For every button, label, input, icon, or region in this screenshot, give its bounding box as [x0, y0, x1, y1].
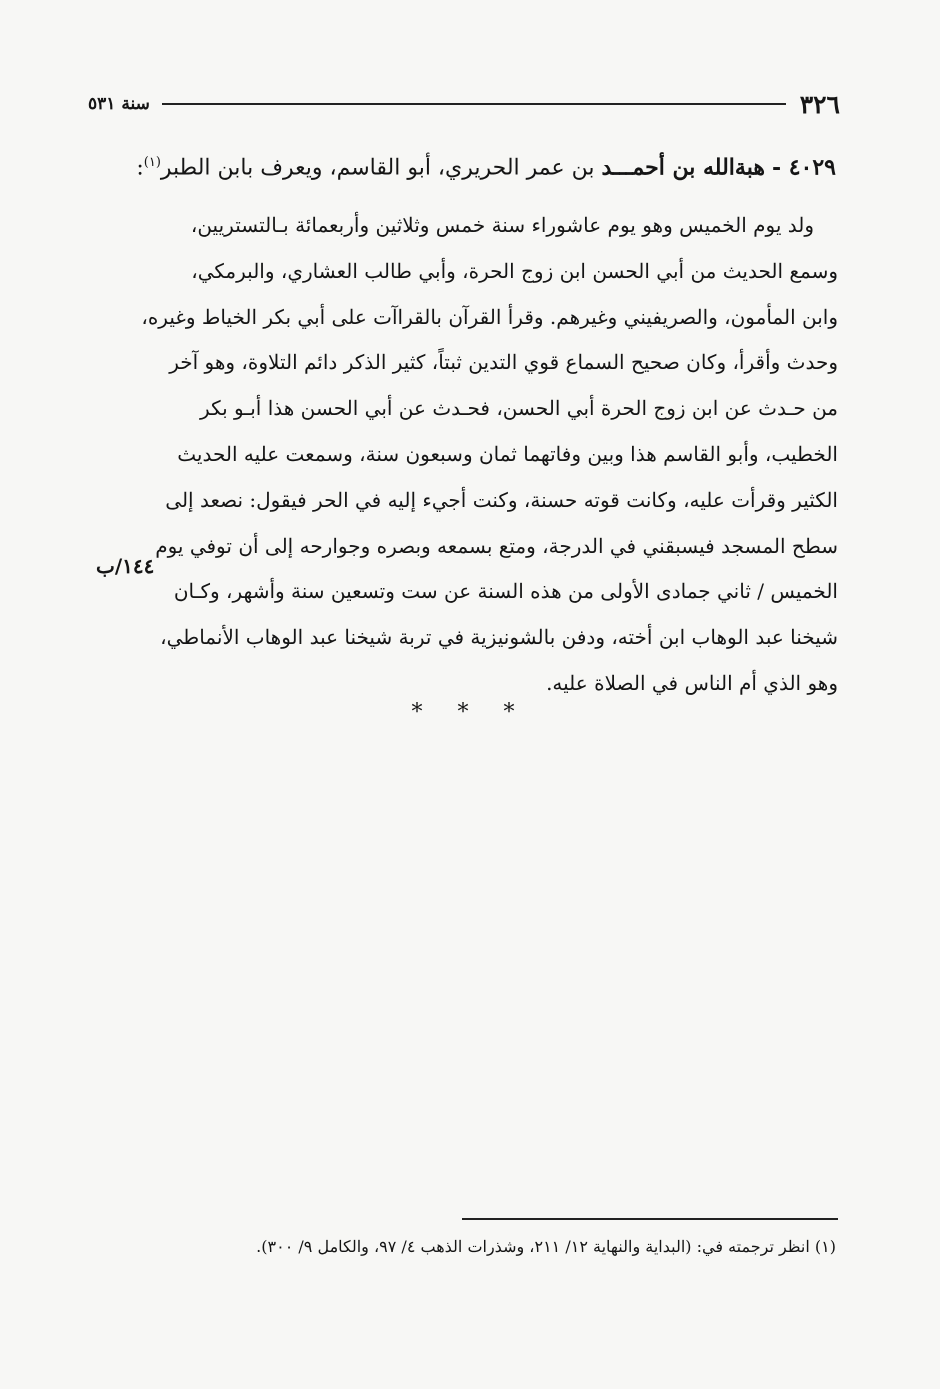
text-line: الخطيب، وأبو القاسم هذا وبين وفاتهما ثمان وسبعون سنة، وسمعت عليه الحديث: [177, 441, 838, 466]
text-line: شيخنا عبد الوهاب ابن أخته، ودفن بالشونيزية في تربة شيخنا عبد الوهاب الأنماطي،: [160, 625, 838, 650]
text-line: الخميس / ثاني جمادى الأولى من هذه السنة عن ست وتسعين سنة وأشهر، وكـان: [173, 579, 838, 604]
header-rule: [162, 103, 786, 105]
text-line: وهو الذي أم الناس في الصلاة عليه.: [546, 670, 838, 695]
text-line: سطح المسجد فيسبقني في الدرجة، ومتع بسمعه وبصره وجوارحه إلى أن توفي يوم: [155, 533, 838, 558]
footnote-text: (١) انظر ترجمته في: (البداية والنهاية ١٢/ ٢١١، وشذرات الذهب ٤/ ٩٧، والكامل ٩/ ٣٠٠).: [256, 1237, 836, 1256]
footnote-rule: [462, 1218, 838, 1220]
biography-text: [100, 203, 838, 707]
running-header: [88, 86, 840, 122]
entry-number: ٤٠٢٩ -: [771, 154, 836, 181]
entry-title-rest: بن عمر الحريري، أبو القاسم، ويعرف بابن الطبر: [160, 155, 602, 181]
text-line: من حـدث عن ابن زوج الحرة أبي الحسن، فحـدث عن أبي الحسن هذا أبـو بكر: [200, 396, 838, 421]
text-line: ولد يوم الخميس وهو يوم عاشوراء سنة خمس وثلاثين وأربعمائة بـالتستريين،: [190, 213, 814, 237]
page-number: ٣٢٦: [799, 89, 840, 119]
manuscript-folio-note: ١٤٤/ب: [96, 554, 155, 578]
text-line: وسمع الحديث من أبي الحسن ابن زوج الحرة، وأبي طالب العشاري، والبرمكي،: [191, 258, 838, 283]
footnote-reference: (١): [143, 155, 161, 170]
entry-colon: :: [136, 155, 144, 181]
entry-heading: [116, 146, 836, 185]
text-line: الكثير وقرأت عليه، وكانت قوته حسنة، وكنت أجيء إليه في الحر فيقول: نصعد إلى: [165, 487, 838, 512]
section-separator: * * *: [411, 700, 529, 725]
text-line: وابن المأمون، والصريفيني وغيرهم. وقرأ القرآن بالقراآت على أبي بكر الخياط وغيره،: [141, 304, 838, 329]
year-label: سنة ٥٣١: [88, 94, 150, 114]
entry-name: هبةالله بن أحمـــد: [601, 154, 765, 181]
text-line: وحدث وأقرأ، وكان صحيح السماع قوي التدين ثبتاً، كثير الذكر دائم التلاوة، وهو آخر: [169, 350, 838, 375]
